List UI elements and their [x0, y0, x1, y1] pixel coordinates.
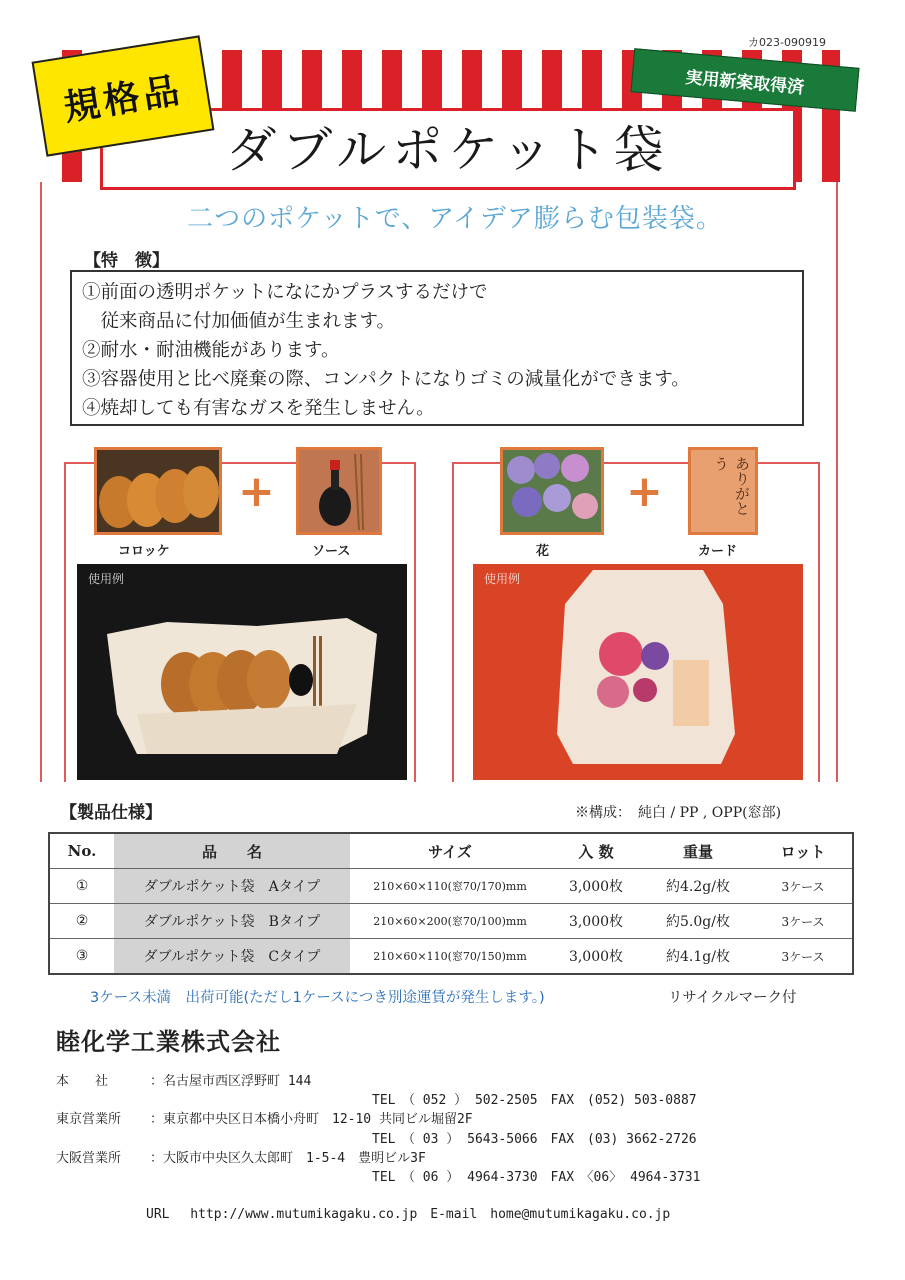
features-heading: 【特 徴】 — [84, 251, 169, 271]
standard-badge: 規格品 — [32, 35, 215, 156]
feature-line: 従来商品に付加価値が生まれます。 — [82, 311, 396, 332]
table-cell: ③ — [49, 939, 114, 975]
plus-sign-left: + — [238, 466, 275, 517]
table-row — [49, 904, 853, 939]
table-cell: 3ケース — [754, 869, 853, 904]
table-cell: 3,000枚 — [550, 869, 642, 904]
table-row — [49, 869, 853, 904]
usage-label-left: 使用例 — [88, 572, 125, 586]
hq-label: 本 社 — [56, 1074, 109, 1089]
tokyo-address: ：東京都中央区日本橋小舟町 12-10 共同ビル堀留2F — [150, 1112, 473, 1127]
recycle-note: リサイクルマーク付 — [668, 990, 797, 1006]
osaka-address: ：大阪市中央区久太郎町 1-5-4 豊明ビル3F — [150, 1151, 426, 1166]
table-row — [49, 939, 853, 975]
column-header: サイズ — [350, 833, 550, 869]
table-cell: 210×60×110(窓70/170)mm — [350, 869, 550, 904]
table-cell: ダブルポケット袋 Bタイプ — [114, 904, 350, 939]
table-cell: 3,000枚 — [550, 939, 642, 975]
croquette-image — [97, 450, 219, 532]
plus-sign-right: + — [626, 466, 663, 517]
table-cell: 210×60×110(窓70/150)mm — [350, 939, 550, 975]
page-title: ダブルポケット袋 — [226, 121, 670, 179]
usage-photo-right — [473, 564, 803, 780]
column-header: 重量 — [642, 833, 754, 869]
table-cell: 約4.1g/枚 — [642, 939, 754, 975]
table-header-row — [49, 833, 853, 869]
flower-caption: 花 — [536, 544, 550, 559]
feature-line: ①前面の透明ポケットになにかプラスするだけで — [82, 282, 488, 303]
table-cell: ② — [49, 904, 114, 939]
spec-heading: 【製品仕様】 — [60, 803, 162, 823]
column-header: 入 数 — [550, 833, 642, 869]
column-header: ロット — [754, 833, 853, 869]
croquette-caption: コロッケ — [118, 544, 170, 559]
croquette-bag-image — [77, 564, 407, 780]
flower-bag-image — [473, 564, 803, 780]
feature-line: ②耐水・耐油機能があります。 — [82, 340, 340, 361]
hq-address: ：名古屋市西区浮野町 144 — [150, 1074, 312, 1089]
sauce-caption: ソース — [312, 544, 351, 559]
card-caption: カード — [698, 544, 738, 559]
sauce-photo — [296, 447, 382, 535]
feature-line: ④焼却しても有害なガスを発生しません。 — [82, 398, 435, 419]
table-cell: ① — [49, 869, 114, 904]
shipping-note: 3ケース未満 出荷可能(ただし1ケースにつき別途運賃が発生します。) — [90, 990, 545, 1006]
card-text: ありがとう — [712, 456, 751, 516]
sauce-bottle-image — [299, 450, 379, 532]
flower-image — [503, 450, 601, 532]
tokyo-label: 東京営業所 — [56, 1112, 122, 1127]
column-header: 品 名 — [114, 833, 350, 869]
composition-note: ※構成： 純白 / PP , OPP(窓部) — [575, 805, 782, 821]
usage-label-right: 使用例 — [484, 572, 521, 586]
hq-phone: TEL （ 052 ） 502-2505 FAX (052) 503-0887 — [372, 1093, 697, 1108]
subtitle: 二つのポケットで、アイデア膨らむ包装袋。 — [187, 204, 723, 234]
table-cell: 3ケース — [754, 904, 853, 939]
croquette-photo — [94, 447, 222, 535]
features-box — [70, 270, 804, 426]
table-cell: 約5.0g/枚 — [642, 904, 754, 939]
osaka-phone: TEL （ 06 ） 4964-3730 FAX 〈06〉 4964-3731 — [372, 1170, 701, 1185]
url-line: URL http://www.mutumikagaku.co.jp E-mail home@mutumikagaku.co.jp — [146, 1207, 671, 1222]
flower-photo — [500, 447, 604, 535]
tokyo-phone: TEL （ 03 ） 5643-5066 FAX (03) 3662-2726 — [372, 1132, 697, 1147]
osaka-label: 大阪営業所 — [56, 1151, 122, 1166]
table-cell: ダブルポケット袋 Aタイプ — [114, 869, 350, 904]
usage-photo-left — [77, 564, 407, 780]
table-cell: ダブルポケット袋 Cタイプ — [114, 939, 350, 975]
patent-badge: 実用新案取得済 — [631, 48, 860, 112]
card-photo — [688, 447, 758, 535]
feature-line: ③容器使用と比べ廃棄の際、コンパクトになりゴミの減量化ができます。 — [82, 369, 690, 390]
column-header: No. — [49, 833, 114, 869]
table-cell: 約4.2g/枚 — [642, 869, 754, 904]
company-name: 睦化学工業株式会社 — [56, 1028, 281, 1056]
table-cell: 3ケース — [754, 939, 853, 975]
table-cell: 210×60×200(窓70/100)mm — [350, 904, 550, 939]
document-code: カ023-090919 — [748, 36, 826, 49]
spec-table — [48, 832, 854, 975]
table-cell: 3,000枚 — [550, 904, 642, 939]
